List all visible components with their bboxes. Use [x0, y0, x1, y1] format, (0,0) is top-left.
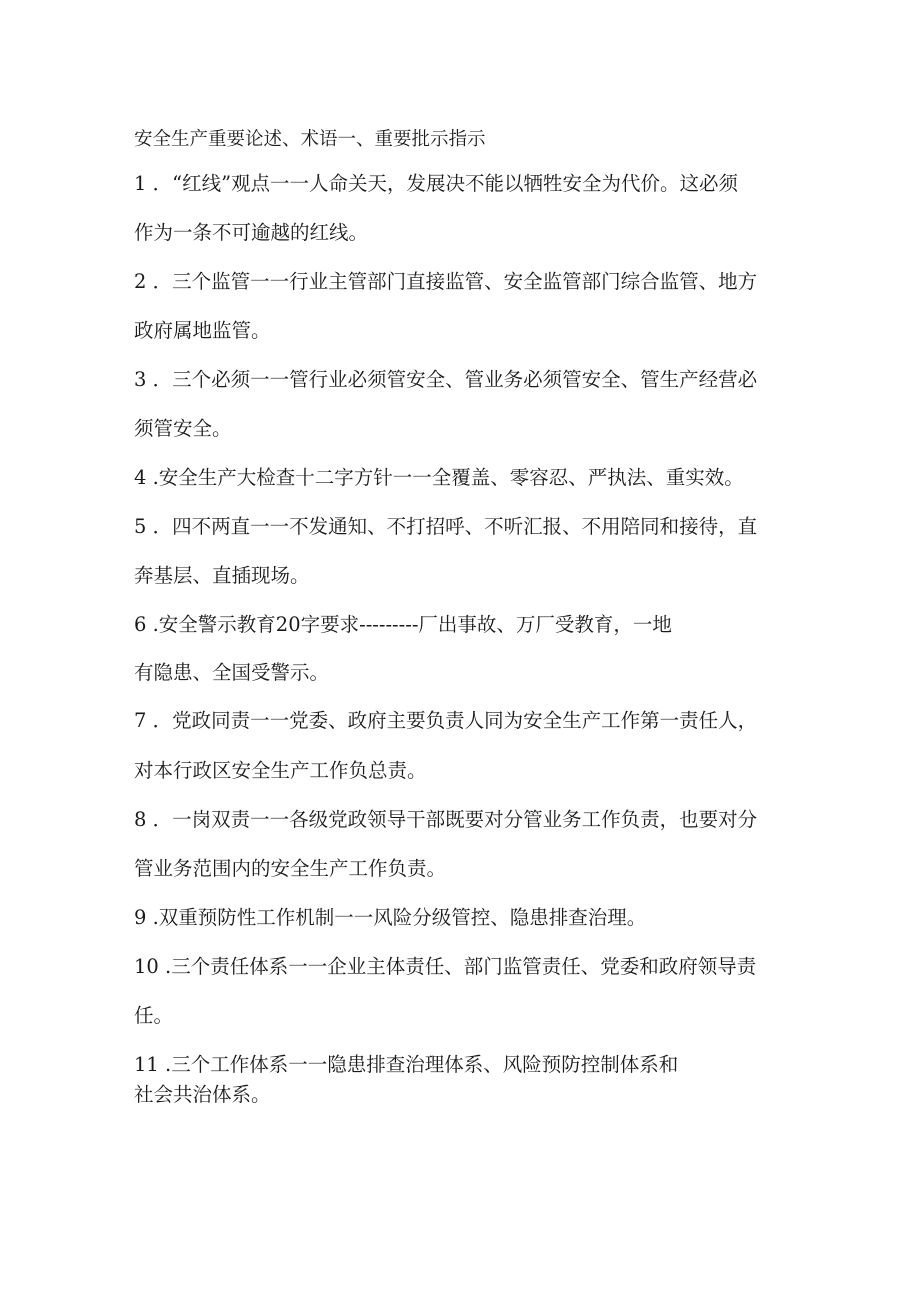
item-10-line-1: 10 .三个责任体系一一企业主体责任、部门监管责任、党委和政府领导责 — [134, 955, 757, 978]
item-7-line-1: 7 ．党政同责一一党委、政府主要负责人同为安全生产工作第一责任人， — [134, 709, 758, 732]
item-5-line-2: 奔基层、直插现场。 — [134, 564, 310, 587]
document-title: 安全生产重要论述、术语一、重要批示指示 — [134, 129, 486, 150]
item-6-line-1: 6 .安全警示教育20字要求---------厂出事故、万厂受教育，一地 — [134, 613, 672, 636]
item-2-line-2: 政府属地监管。 — [134, 319, 271, 342]
item-6-line-2: 有隐患、全国受警示。 — [134, 661, 330, 684]
item-11-line-2: 社会共治体系。 — [134, 1083, 271, 1106]
item-4-line-1: 4 .安全生产大检查十二字方针一一全覆盖、零容忍、严执法、重实效。 — [134, 466, 744, 489]
item-5-line-1: 5 ．四不两直一一不发通知、不打招呼、不听汇报、不用陪同和接待，直 — [134, 515, 758, 538]
item-3-line-1: 3 ．三个必须一一管行业必须管安全、管业务必须管安全、管生产经营必 — [134, 368, 758, 391]
item-1-line-1: 1 ．“红线”观点一一人命关天，发展决不能以牺牲安全为代价。这必须 — [134, 172, 739, 195]
item-2-line-1: 2 ．三个监管一一行业主管部门直接监管、安全监管部门综合监管、地方 — [134, 270, 758, 293]
item-9-line-1: 9 .双重预防性工作机制一一风险分级管控、隐患排查治理。 — [134, 906, 647, 929]
item-1-line-2: 作为一条不可逾越的红线。 — [134, 221, 369, 244]
item-8-line-1: 8 ．一岗双责一一各级党政领导干部既要对分管业务工作负责，也要对分 — [134, 808, 758, 831]
item-11-line-1: 11 .三个工作体系一一隐患排查治理体系、风险预防控制体系和 — [134, 1053, 679, 1076]
item-8-line-2: 管业务范围内的安全生产工作负责。 — [134, 857, 447, 880]
item-3-line-2: 须管安全。 — [134, 417, 232, 440]
item-7-line-2: 对本行政区安全生产工作负总责。 — [134, 759, 427, 782]
item-10-line-2: 任。 — [134, 1004, 174, 1027]
